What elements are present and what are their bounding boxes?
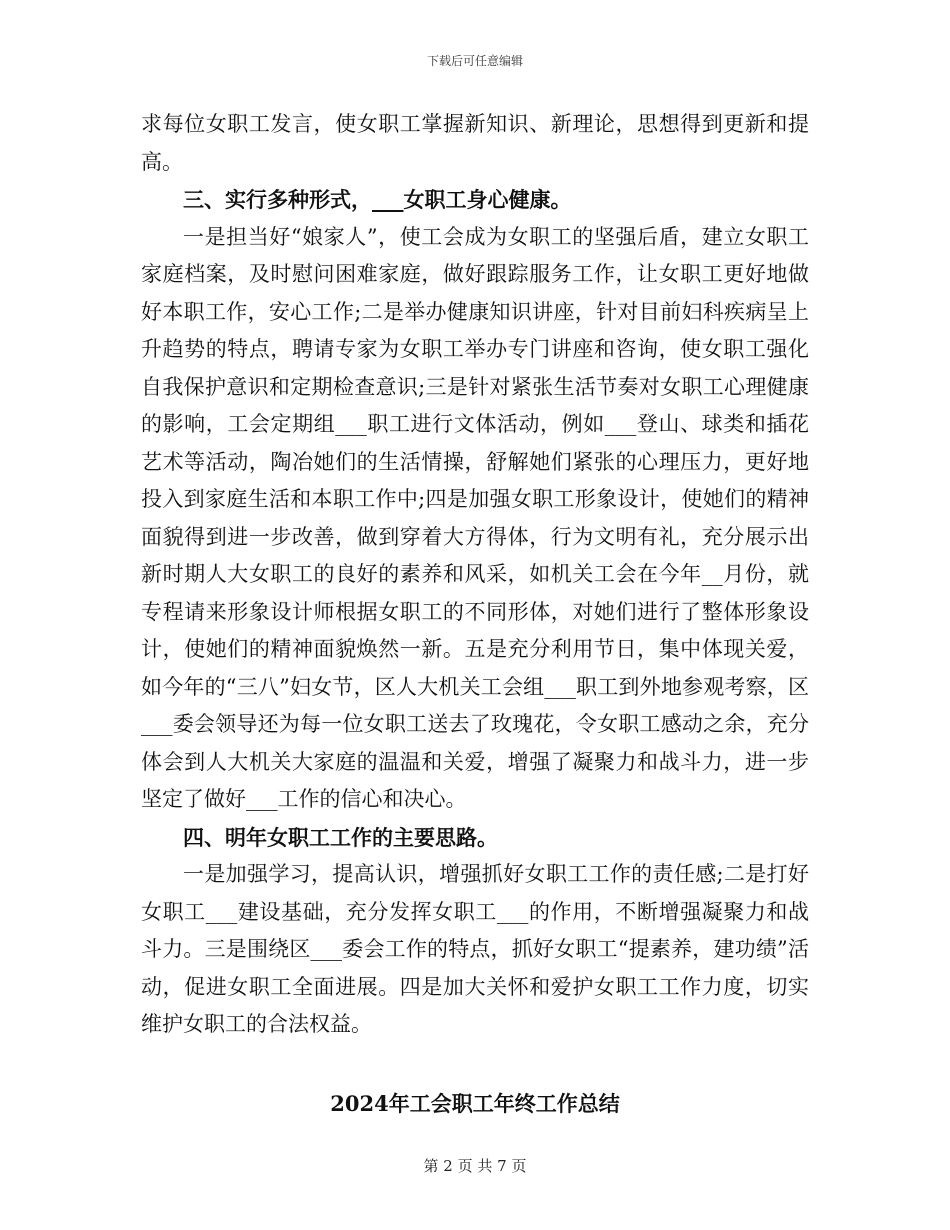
heading-section-4: 四、明年女职工工作的主要思路。: [183, 824, 498, 850]
paragraph-section-4: 一是加强学习，提高认识，增强抓好女职工工作的责任感;二是打好女职工___建设基础，充分发挥女职工___的作用，不断增强凝聚力和战斗力。三是围绕区___委会工作的特点，抓好女职工“提素养，建功绩”活动，促进女职工全面进展。四是加大关怀和爱护女职工工作力度，切实维护女职工的合法权益。: [141, 862, 809, 1036]
page-number: 第 2 页 共 7 页: [423, 1157, 527, 1175]
page-header-note: 下载后可任意编辑: [426, 54, 523, 68]
document-body: [141, 106, 809, 1044]
paragraph-continuation: 求每位女职工发言，使女职工掌握新知识、新理论，思想得到更新和提高。: [141, 112, 809, 174]
document-title: 2024年工会职工年终工作总结: [330, 1091, 620, 1116]
paragraph-section-3: 一是担当好“娘家人”，使工会成为女职工的坚强后盾，建立女职工家庭档案，及时慰问困难家庭，做好跟踪服务工作，让女职工更好地做好本职工作，安心工作;二是举办健康知识讲座，针对目前妇科疾病呈上升趋势的特点，聘请专家为女职工举办专门讲座和咨询，使女职工强化自我保护意识和定期检查意识;三是针对紧张生活节奏对女职工心理健康的影响，工会定期组___职工进行文体活动，例如___登山、球类和插花艺术等活动，陶冶她们的生活情操，舒解她们紧张的心理压力，更好地投入到家庭生活和本职工作中;四是加强女职工形象设计，使她们的精神面貌得到进一步改善，做到穿着大方得体，行为文明有礼，充分展示出新时期人大女职工的良好的素养和风采，如机关工会在今年__月份，就专程请来形象设计师根据女职工的不同形体，对她们进行了整体形象设计，使她们的精神面貌焕然一新。五是充分利用节日，集中体现关爱，如今年的“三八”妇女节，区人大机关工会组___职工到外地参观考察，区___委会领导还为每一位女职工送去了玫瑰花，令女职工感动之余，充分体会到人大机关大家庭的温温和关爱，增强了凝聚力和战斗力，进一步坚定了做好___工作的信心和决心。: [141, 224, 809, 811]
heading-section-3: 三、实行多种形式，___女职工身心健康。: [183, 187, 572, 212]
